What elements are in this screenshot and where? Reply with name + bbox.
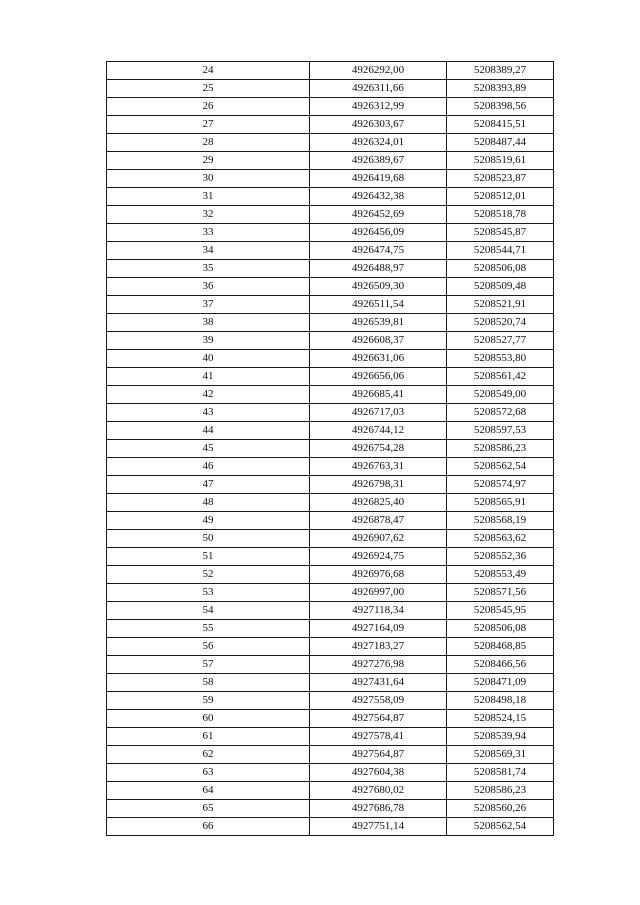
y-coordinate-cell: 5208471,09 [447,674,554,692]
point-number-cell: 35 [107,260,310,278]
y-coordinate-cell: 5208569,31 [447,746,554,764]
x-coordinate-cell: 4926452,69 [310,206,447,224]
y-coordinate-cell: 5208527,77 [447,332,554,350]
x-coordinate-cell: 4927604,38 [310,764,447,782]
x-coordinate-cell: 4926763,31 [310,458,447,476]
point-number-cell: 44 [107,422,310,440]
x-coordinate-cell: 4926311,66 [310,80,447,98]
y-coordinate-cell: 5208520,74 [447,314,554,332]
table-row [107,800,554,818]
table-row [107,404,554,422]
point-number-cell: 40 [107,350,310,368]
point-number-cell: 62 [107,746,310,764]
point-number-cell: 39 [107,332,310,350]
x-coordinate-cell: 4926488,97 [310,260,447,278]
x-coordinate-cell: 4926907,62 [310,530,447,548]
x-coordinate-cell: 4926798,31 [310,476,447,494]
table-row [107,296,554,314]
point-number-cell: 59 [107,692,310,710]
y-coordinate-cell: 5208553,80 [447,350,554,368]
table-row [107,422,554,440]
table-row [107,746,554,764]
y-coordinate-cell: 5208552,36 [447,548,554,566]
y-coordinate-cell: 5208553,49 [447,566,554,584]
table-row [107,584,554,602]
table-row [107,710,554,728]
x-coordinate-cell: 4926754,28 [310,440,447,458]
y-coordinate-cell: 5208545,87 [447,224,554,242]
point-number-cell: 41 [107,368,310,386]
table-row [107,548,554,566]
point-number-cell: 28 [107,134,310,152]
x-coordinate-cell: 4926924,75 [310,548,447,566]
y-coordinate-cell: 5208563,62 [447,530,554,548]
y-coordinate-cell: 5208562,54 [447,818,554,836]
point-number-cell: 50 [107,530,310,548]
table-row [107,818,554,836]
x-coordinate-cell: 4926878,47 [310,512,447,530]
x-coordinate-cell: 4926389,67 [310,152,447,170]
x-coordinate-cell: 4926303,67 [310,116,447,134]
y-coordinate-cell: 5208523,87 [447,170,554,188]
y-coordinate-cell: 5208586,23 [447,440,554,458]
y-coordinate-cell: 5208545,95 [447,602,554,620]
y-coordinate-cell: 5208524,15 [447,710,554,728]
point-number-cell: 45 [107,440,310,458]
y-coordinate-cell: 5208597,53 [447,422,554,440]
x-coordinate-cell: 4927564,87 [310,710,447,728]
x-coordinate-cell: 4926976,68 [310,566,447,584]
point-number-cell: 51 [107,548,310,566]
x-coordinate-cell: 4927680,02 [310,782,447,800]
y-coordinate-cell: 5208506,08 [447,620,554,638]
y-coordinate-cell: 5208398,56 [447,98,554,116]
table-row [107,332,554,350]
x-coordinate-cell: 4926685,41 [310,386,447,404]
point-number-cell: 58 [107,674,310,692]
table-row [107,170,554,188]
table-row [107,728,554,746]
table-row [107,602,554,620]
y-coordinate-cell: 5208544,71 [447,242,554,260]
y-coordinate-cell: 5208586,23 [447,782,554,800]
y-coordinate-cell: 5208549,00 [447,386,554,404]
point-number-cell: 63 [107,764,310,782]
table-row [107,80,554,98]
point-number-cell: 37 [107,296,310,314]
x-coordinate-cell: 4927686,78 [310,800,447,818]
point-number-cell: 43 [107,404,310,422]
point-number-cell: 55 [107,620,310,638]
point-number-cell: 36 [107,278,310,296]
x-coordinate-cell: 4927118,34 [310,602,447,620]
x-coordinate-cell: 4926539,81 [310,314,447,332]
point-number-cell: 64 [107,782,310,800]
x-coordinate-cell: 4927751,14 [310,818,447,836]
x-coordinate-cell: 4926608,37 [310,332,447,350]
table-row [107,638,554,656]
table-row [107,368,554,386]
table-row [107,350,554,368]
table-row [107,566,554,584]
point-number-cell: 66 [107,818,310,836]
y-coordinate-cell: 5208498,18 [447,692,554,710]
point-number-cell: 26 [107,98,310,116]
table-row [107,116,554,134]
x-coordinate-cell: 4926312,99 [310,98,447,116]
y-coordinate-cell: 5208487,44 [447,134,554,152]
point-number-cell: 57 [107,656,310,674]
y-coordinate-cell: 5208581,74 [447,764,554,782]
x-coordinate-cell: 4926474,75 [310,242,447,260]
table-row [107,764,554,782]
y-coordinate-cell: 5208561,42 [447,368,554,386]
point-number-cell: 34 [107,242,310,260]
x-coordinate-cell: 4926656,06 [310,368,447,386]
y-coordinate-cell: 5208506,08 [447,260,554,278]
table-row [107,134,554,152]
point-number-cell: 61 [107,728,310,746]
point-number-cell: 33 [107,224,310,242]
table-row [107,476,554,494]
table-row [107,620,554,638]
table-row [107,62,554,80]
point-number-cell: 42 [107,386,310,404]
y-coordinate-cell: 5208521,91 [447,296,554,314]
table-row [107,206,554,224]
x-coordinate-cell: 4926511,54 [310,296,447,314]
table-row [107,386,554,404]
x-coordinate-cell: 4926292,00 [310,62,447,80]
point-number-cell: 48 [107,494,310,512]
table-row [107,278,554,296]
table-row [107,152,554,170]
y-coordinate-cell: 5208572,68 [447,404,554,422]
y-coordinate-cell: 5208574,97 [447,476,554,494]
x-coordinate-cell: 4927164,09 [310,620,447,638]
point-number-cell: 24 [107,62,310,80]
point-number-cell: 27 [107,116,310,134]
x-coordinate-cell: 4926744,12 [310,422,447,440]
y-coordinate-cell: 5208560,26 [447,800,554,818]
x-coordinate-cell: 4927564,87 [310,746,447,764]
x-coordinate-cell: 4927431,64 [310,674,447,692]
table-row [107,458,554,476]
x-coordinate-cell: 4927183,27 [310,638,447,656]
x-coordinate-cell: 4926997,00 [310,584,447,602]
y-coordinate-cell: 5208389,27 [447,62,554,80]
x-coordinate-cell: 4926717,03 [310,404,447,422]
x-coordinate-cell: 4926419,68 [310,170,447,188]
table-row [107,512,554,530]
y-coordinate-cell: 5208519,61 [447,152,554,170]
table-row [107,656,554,674]
y-coordinate-cell: 5208539,94 [447,728,554,746]
point-number-cell: 54 [107,602,310,620]
point-number-cell: 65 [107,800,310,818]
y-coordinate-cell: 5208512,01 [447,188,554,206]
table-row [107,242,554,260]
table-row [107,98,554,116]
table-row [107,440,554,458]
coordinates-table-body [107,62,554,836]
y-coordinate-cell: 5208568,19 [447,512,554,530]
point-number-cell: 46 [107,458,310,476]
x-coordinate-cell: 4926631,06 [310,350,447,368]
table-row [107,314,554,332]
point-number-cell: 31 [107,188,310,206]
y-coordinate-cell: 5208509,48 [447,278,554,296]
y-coordinate-cell: 5208571,56 [447,584,554,602]
y-coordinate-cell: 5208393,89 [447,80,554,98]
x-coordinate-cell: 4926324,01 [310,134,447,152]
table-row [107,692,554,710]
y-coordinate-cell: 5208565,91 [447,494,554,512]
x-coordinate-cell: 4926509,30 [310,278,447,296]
coordinates-table [106,61,554,836]
table-row [107,494,554,512]
point-number-cell: 49 [107,512,310,530]
point-number-cell: 53 [107,584,310,602]
y-coordinate-cell: 5208466,56 [447,656,554,674]
x-coordinate-cell: 4927558,09 [310,692,447,710]
table-row [107,260,554,278]
y-coordinate-cell: 5208468,85 [447,638,554,656]
x-coordinate-cell: 4927578,41 [310,728,447,746]
table-row [107,782,554,800]
x-coordinate-cell: 4926825,40 [310,494,447,512]
point-number-cell: 38 [107,314,310,332]
table-row [107,224,554,242]
x-coordinate-cell: 4926432,38 [310,188,447,206]
point-number-cell: 30 [107,170,310,188]
y-coordinate-cell: 5208415,51 [447,116,554,134]
x-coordinate-cell: 4927276,98 [310,656,447,674]
point-number-cell: 32 [107,206,310,224]
table-row [107,530,554,548]
point-number-cell: 25 [107,80,310,98]
point-number-cell: 52 [107,566,310,584]
point-number-cell: 56 [107,638,310,656]
y-coordinate-cell: 5208562,54 [447,458,554,476]
point-number-cell: 29 [107,152,310,170]
table-row [107,188,554,206]
x-coordinate-cell: 4926456,09 [310,224,447,242]
table-row [107,674,554,692]
y-coordinate-cell: 5208518,78 [447,206,554,224]
point-number-cell: 47 [107,476,310,494]
point-number-cell: 60 [107,710,310,728]
